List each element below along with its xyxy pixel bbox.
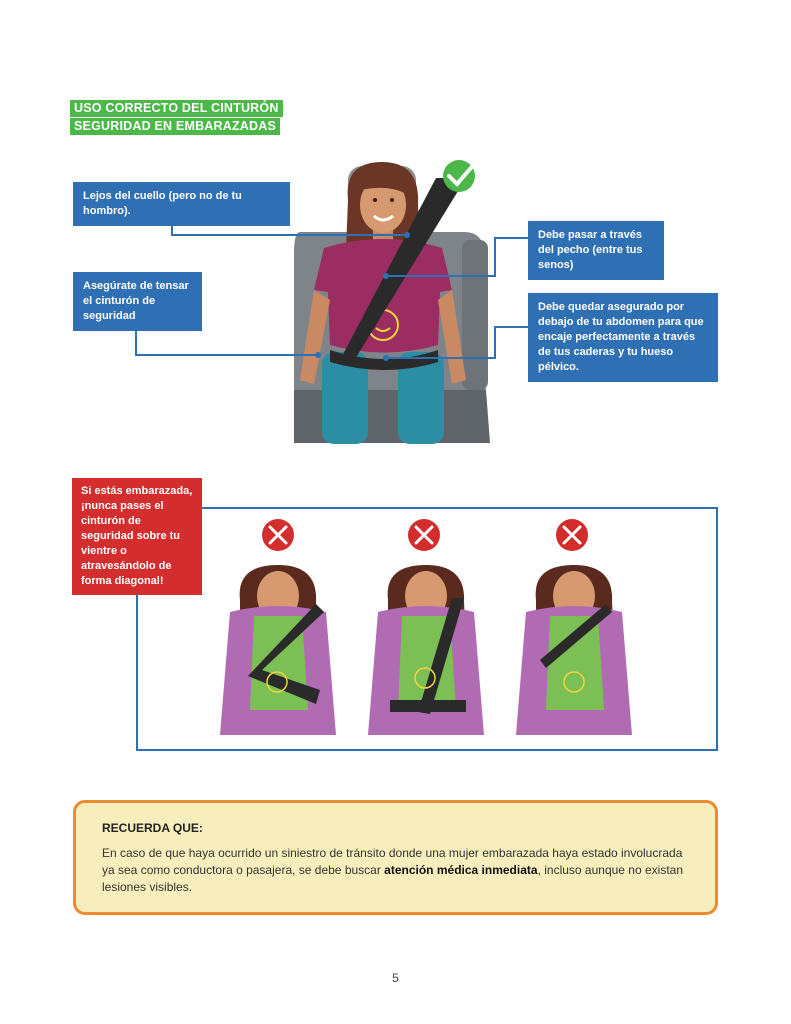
callout-abdomen: Debe quedar asegurado por debajo de tu abdomen para que encaje perfectamente a través de tus caderas y tu hueso pélvico. xyxy=(528,293,718,382)
title-line-2: SEGURIDAD EN EMBARAZADAS xyxy=(70,118,280,135)
remember-heading: RECUERDA QUE: xyxy=(102,821,203,835)
remember-highlight: atención médica inmediata xyxy=(384,863,538,877)
page-number: 5 xyxy=(392,971,399,985)
callout-chest: Debe pasar a través del pecho (entre tus senos) xyxy=(528,221,664,280)
remember-box xyxy=(73,800,718,915)
title-line-1: USO CORRECTO DEL CINTURÓN xyxy=(70,100,283,117)
remember-text: En caso de que haya ocurrido un siniestro de tránsito donde una mujer embarazada haya estado involucrada ya sea como conductora o pasajera, se debe buscar atención médica inmediata, incluso aunque no existan lesiones visibles. xyxy=(102,846,683,894)
wrong-examples-frame xyxy=(136,507,718,751)
callout-tighten: Asegúrate de tensar el cinturón de seguridad xyxy=(73,272,202,331)
callout-neck: Lejos del cuello (pero no de tu hombro). xyxy=(73,182,290,226)
check-icon xyxy=(443,160,476,192)
warning-box: Si estás embarazada, ¡nunca pases el cinturón de seguridad sobre tu vientre o atravesándolo de forma diagonal! xyxy=(72,478,202,595)
